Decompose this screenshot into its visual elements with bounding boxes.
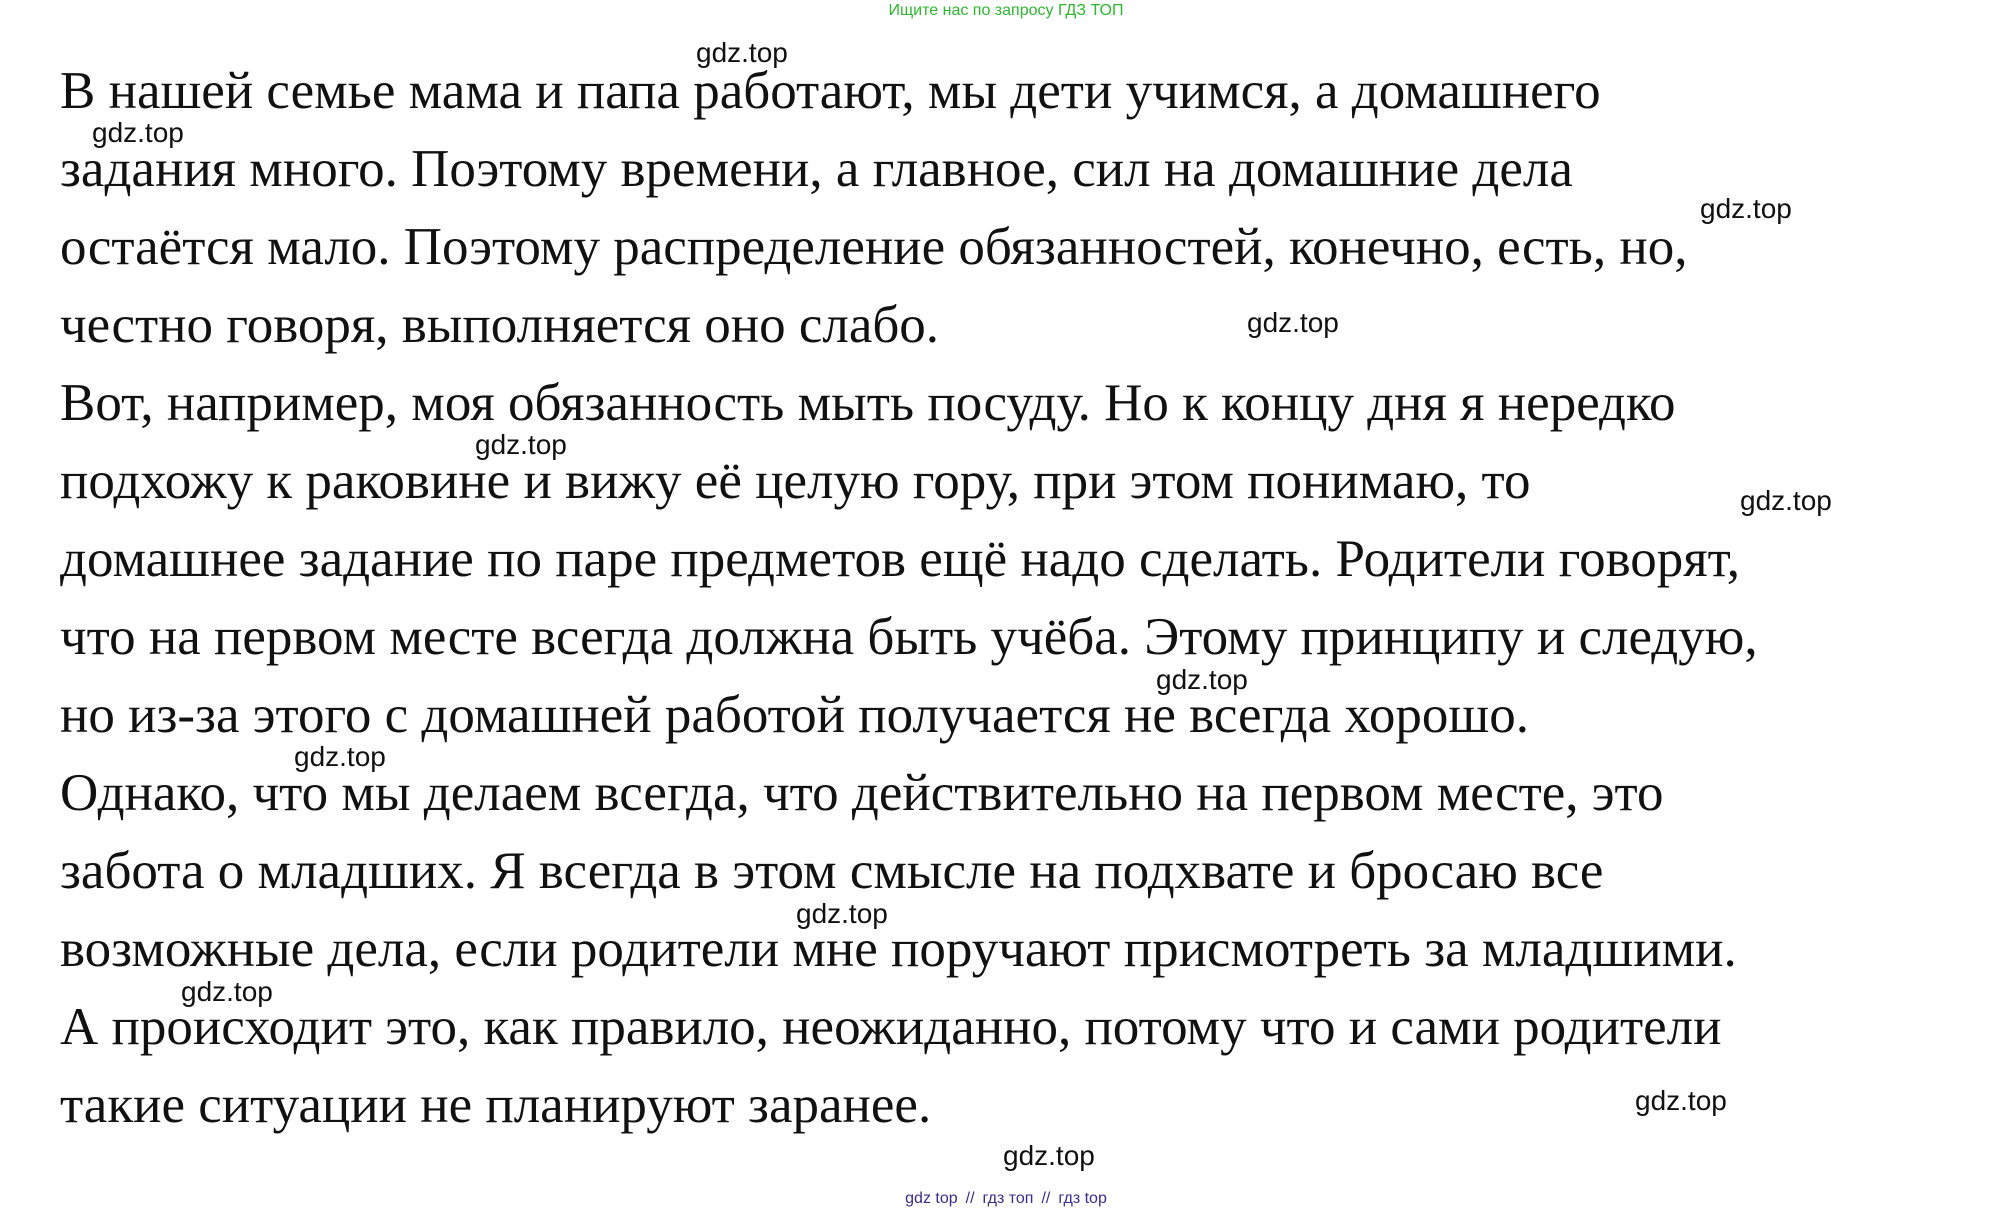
essay-line: задания много. Поэтому времени, а главное, сил на домашние дела (60, 140, 1573, 198)
watermark: gdz.top (92, 117, 184, 148)
footer-separator: // (1041, 1190, 1051, 1207)
watermark: gdz.top (1635, 1085, 1727, 1116)
footer-link[interactable]: гдз топ (982, 1190, 1034, 1207)
watermark: gdz.top (1003, 1140, 1095, 1171)
footer-links (0, 1188, 2012, 1210)
watermark: gdz.top (696, 37, 788, 68)
essay-line: В нашей семье мама и папа работают, мы дети учимся, а домашнего (60, 62, 1601, 120)
search-banner: Ищите нас по запросу ГДЗ ТОП (888, 2, 1124, 19)
essay-line: такие ситуации не планируют заранее. (60, 1076, 932, 1134)
essay-text (60, 52, 1980, 1144)
essay-line: подхожу к раковине и вижу её целую гору, при этом понимаю, то (60, 452, 1531, 510)
watermark: gdz.top (1156, 664, 1248, 695)
essay-line: но из-за этого с домашней работой получается не всегда хорошо. (60, 686, 1529, 744)
watermark: gdz.top (796, 898, 888, 929)
watermark: gdz.top (475, 429, 567, 460)
watermark: gdz.top (181, 976, 273, 1007)
essay-line: что на первом месте всегда должна быть учёба. Этому принципу и следую, (60, 608, 1758, 666)
watermark: gdz.top (1700, 193, 1792, 224)
essay-line: забота о младших. Я всегда в этом смысле на подхвате и бросаю все (60, 842, 1604, 900)
essay-line: Однако, что мы делаем всегда, что действительно на первом месте, это (60, 764, 1664, 822)
essay-line: домашнее задание по паре предметов ещё надо сделать. Родители говорят, (60, 530, 1741, 588)
watermark: gdz.top (1247, 307, 1339, 338)
watermark: gdz.top (1740, 485, 1832, 516)
footer-separator: // (965, 1190, 975, 1207)
essay-line: остаётся мало. Поэтому распределение обязанностей, конечно, есть, но, (60, 218, 1688, 276)
essay-line: А происходит это, как правило, неожиданно, потому что и сами родители (60, 998, 1722, 1056)
footer-link[interactable]: гдз top (1058, 1190, 1107, 1207)
footer-link[interactable]: gdz top (905, 1190, 958, 1207)
watermark: gdz.top (294, 741, 386, 772)
essay-line: возможные дела, если родители мне поручают присмотреть за младшими. (60, 920, 1737, 978)
essay-line: Вот, например, моя обязанность мыть посуду. Но к концу дня я нередко (60, 374, 1676, 432)
essay-line: честно говоря, выполняется оно слабо. (60, 296, 940, 354)
